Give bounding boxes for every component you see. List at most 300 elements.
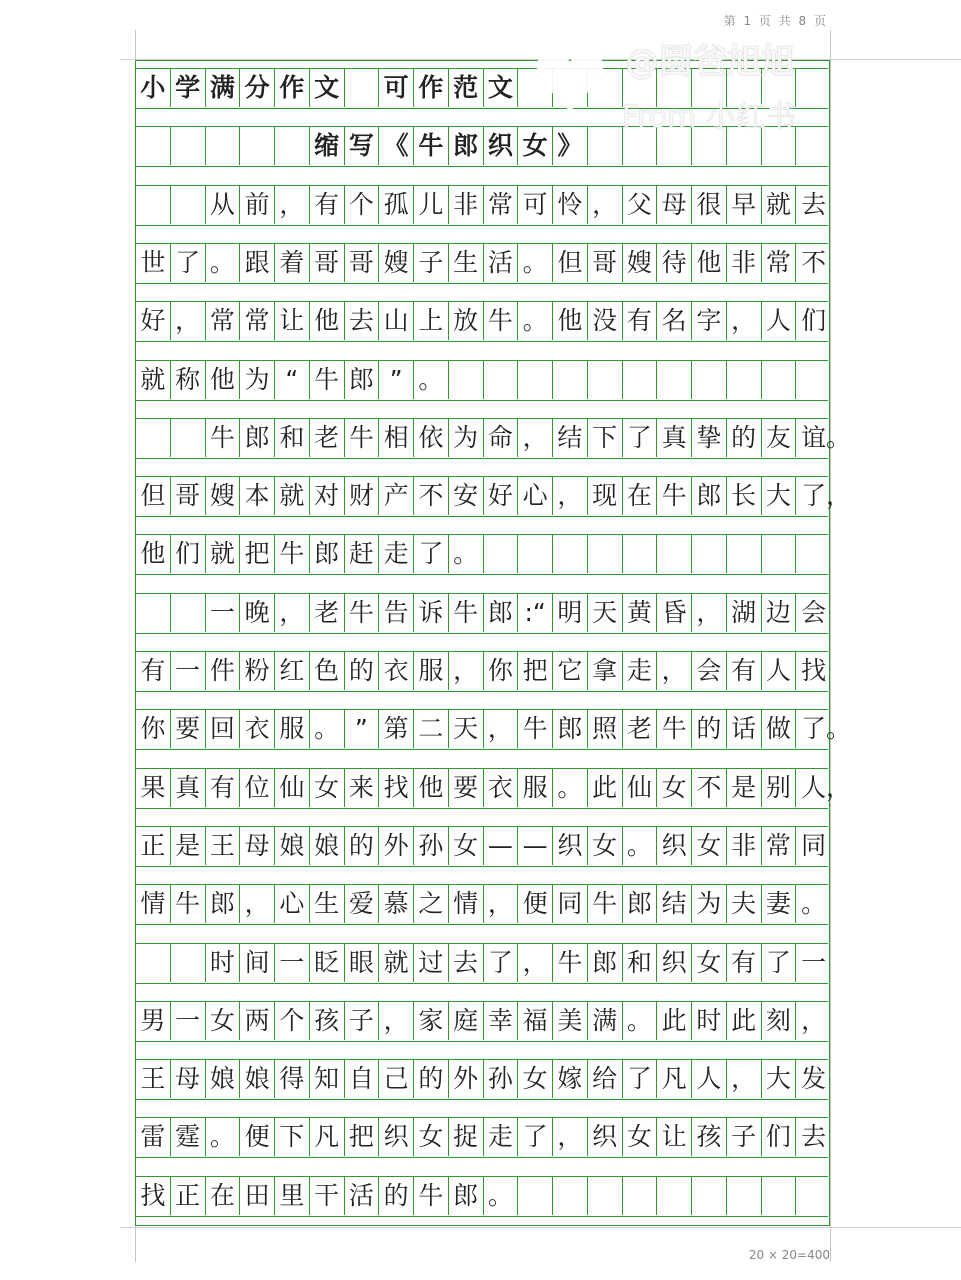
- grid-cell: 名: [657, 302, 692, 340]
- grid-cell: 下: [588, 419, 623, 457]
- grid-cell: 找: [801, 656, 827, 685]
- grid-cell: 》: [553, 127, 588, 165]
- grid-cell: 女: [692, 827, 727, 865]
- grid-cell: 学: [171, 69, 206, 107]
- grid-cell: 去: [801, 189, 827, 219]
- grid-cell: 从: [206, 186, 241, 224]
- grid-cell: 郎: [449, 127, 484, 165]
- grid-cell: 给: [588, 1060, 623, 1098]
- grid-cell: 告: [379, 594, 414, 632]
- grid-cell: 们: [171, 535, 206, 573]
- grid-cell: 了: [518, 1118, 553, 1156]
- grid-cell: 跟: [240, 244, 275, 282]
- grid-cell: [275, 127, 310, 165]
- grid-cell: 郎: [449, 1177, 484, 1215]
- grid-cell: 就: [762, 186, 797, 224]
- grid-cell: [796, 127, 831, 165]
- grid-cell: 照: [588, 710, 623, 748]
- grid-cell: 找: [379, 769, 414, 807]
- grid-cell: 是: [727, 769, 762, 807]
- grid-cell: 美: [553, 1002, 588, 1040]
- grid-cell: 可: [518, 186, 553, 224]
- grid-cell: 本: [240, 477, 275, 515]
- grid-cell: 。: [801, 889, 827, 919]
- grid-cell: 郎: [623, 885, 658, 923]
- grid-cell: ，: [484, 885, 519, 923]
- grid-cell: 有: [206, 769, 241, 807]
- grid-cell: 下: [275, 1118, 310, 1156]
- grid-row: [136, 476, 852, 517]
- grid-cell: 女: [623, 1118, 658, 1156]
- grid-cell: 此: [657, 1002, 692, 1040]
- grid-cell: ”: [345, 710, 380, 748]
- grid-cell: 去: [449, 944, 484, 982]
- grid-cell: 友: [762, 419, 797, 457]
- grid-cell: 山: [379, 302, 414, 340]
- grid-cell: 女: [588, 827, 623, 865]
- grid-cell: 没: [588, 302, 623, 340]
- grid-cell: 凡: [310, 1118, 345, 1156]
- grid-cell: 会: [692, 652, 727, 690]
- grid-cell: ，: [553, 477, 588, 515]
- grid-cell: 挚: [692, 419, 727, 457]
- grid-cell: 常: [206, 302, 241, 340]
- grid-cell: 非: [727, 244, 762, 282]
- grid-cell: 里: [275, 1177, 310, 1215]
- grid-cell: 女: [692, 944, 727, 982]
- grid-cell: 娘: [206, 1060, 241, 1098]
- grid-cell: 两: [240, 1002, 275, 1040]
- grid-cell: “: [275, 361, 310, 399]
- overflow-punctuation: 。: [826, 422, 852, 452]
- grid-cell: 织: [588, 1118, 623, 1156]
- grid-cell: 儿: [414, 186, 449, 224]
- grid-cell: 过: [414, 944, 449, 982]
- grid-cell: 真: [171, 769, 206, 807]
- grid-cell: 的: [345, 652, 380, 690]
- grid-cell: 郎: [484, 594, 519, 632]
- grid-cell: 活: [484, 244, 519, 282]
- grid-cell: 作: [414, 69, 449, 107]
- grid-cell: [240, 127, 275, 165]
- grid-cell: 刻: [762, 1002, 797, 1040]
- grid-cell: [692, 361, 727, 399]
- grid-cell: 二: [414, 710, 449, 748]
- grid-cell: 一: [171, 652, 206, 690]
- grid-cell: 老: [310, 594, 345, 632]
- grid-cell: 谊: [801, 422, 827, 452]
- grid-cell: 粉: [240, 652, 275, 690]
- grid-cell: 牛: [345, 594, 380, 632]
- grid-cell: 母: [240, 827, 275, 865]
- grid-cell: —: [484, 827, 519, 865]
- grid-cell: 果: [136, 769, 171, 807]
- grid-cell: 第: [379, 710, 414, 748]
- grid-cell: [345, 69, 380, 107]
- grid-cell: 的: [379, 1177, 414, 1215]
- grid-cell: 写: [345, 127, 380, 165]
- grid-cell: 有: [310, 186, 345, 224]
- watermark-handle: @圆爸旭旭: [625, 42, 795, 82]
- grid-cell: 郎: [345, 361, 380, 399]
- grid-cell: 有: [623, 302, 658, 340]
- grid-row: [136, 1001, 828, 1042]
- grid-cell: 牛: [518, 710, 553, 748]
- grid-cell: 但: [136, 477, 171, 515]
- grid-cell: 上: [414, 302, 449, 340]
- grid-cell: 你: [136, 710, 171, 748]
- grid-cell: [588, 535, 623, 573]
- grid-cell: 世: [136, 244, 171, 282]
- grid-cell: 同: [553, 885, 588, 923]
- grid-cell: 老: [623, 710, 658, 748]
- grid-cell: 红: [275, 652, 310, 690]
- grid-cell: 郎: [692, 477, 727, 515]
- grid-cell: 嫂: [623, 244, 658, 282]
- grid-cell: 拿: [588, 652, 623, 690]
- grid-cell: 得: [275, 1060, 310, 1098]
- grid-cell: 此: [588, 769, 623, 807]
- grid-cell: 便: [518, 885, 553, 923]
- grid-cell: [553, 361, 588, 399]
- grid-cell: [206, 127, 241, 165]
- grid-cell: 回: [206, 710, 241, 748]
- grid-cell: 的: [727, 419, 762, 457]
- grid-cell: 就: [206, 535, 241, 573]
- grid-cell: 牛: [206, 419, 241, 457]
- grid-row: [136, 593, 828, 634]
- grid-cell: 孙: [484, 1060, 519, 1098]
- grid-cell: 文: [484, 69, 519, 107]
- grid-cell: 个: [345, 186, 380, 224]
- grid-cell: 己: [379, 1060, 414, 1098]
- grid-row: [136, 1117, 828, 1158]
- grid-cell: 安: [449, 477, 484, 515]
- grid-cell: [657, 535, 692, 573]
- grid-cell: [588, 1177, 623, 1215]
- grid-cell: 牛: [657, 710, 692, 748]
- grid-cell: 女: [449, 827, 484, 865]
- grid-cell: [518, 361, 553, 399]
- grid-cell: 湖: [727, 594, 762, 632]
- grid-cell: 眨: [310, 944, 345, 982]
- grid-cell: 牛: [345, 419, 380, 457]
- grid-cell: 让: [657, 1118, 692, 1156]
- grid-cell: 就: [379, 944, 414, 982]
- grid-cell: 牛: [171, 885, 206, 923]
- grid-cell: 常: [240, 302, 275, 340]
- grid-cell: 去: [801, 1122, 827, 1152]
- grid-row: [136, 301, 828, 342]
- grid-cell: ，: [801, 1005, 827, 1035]
- grid-row: [136, 418, 852, 459]
- grid-cell: [796, 69, 831, 107]
- grid-cell: 常: [762, 827, 797, 865]
- grid-cell: 把: [345, 1118, 380, 1156]
- grid-cell: 牛: [414, 1177, 449, 1215]
- grid-cell: 便: [240, 1118, 275, 1156]
- grid-cell: 人: [762, 652, 797, 690]
- overflow-punctuation: ，: [826, 772, 852, 802]
- grid-cell: 昏: [657, 594, 692, 632]
- grid-cell: [727, 535, 762, 573]
- grid-cell: 走: [379, 535, 414, 573]
- grid-cell: 织: [657, 944, 692, 982]
- grid-cell: 在: [623, 477, 658, 515]
- grid-cell: 牛: [484, 302, 519, 340]
- grid-cell: 位: [240, 769, 275, 807]
- grid-cell: 外: [449, 1060, 484, 1098]
- grid-cell: 一: [206, 594, 241, 632]
- grid-cell: 人: [692, 1060, 727, 1098]
- grid-cell: 。: [518, 244, 553, 282]
- grid-cell: 郎: [206, 885, 241, 923]
- grid-row: [136, 826, 828, 867]
- grid-cell: 生: [310, 885, 345, 923]
- grid-cell: 有: [136, 652, 171, 690]
- grid-cell: ，: [657, 652, 692, 690]
- grid-cell: 但: [553, 244, 588, 282]
- grid-cell: 长: [727, 477, 762, 515]
- grid-cell: 天: [449, 710, 484, 748]
- grid-cell: 一: [275, 944, 310, 982]
- grid-row: [136, 768, 852, 809]
- grid-cell: ，: [449, 652, 484, 690]
- grid-cell: 子: [345, 1002, 380, 1040]
- grid-cell: 个: [275, 1002, 310, 1040]
- grid-cell: 放: [449, 302, 484, 340]
- grid-cell: 黄: [623, 594, 658, 632]
- grid-cell: 边: [762, 594, 797, 632]
- grid-cell: 哥: [588, 244, 623, 282]
- grid-cell: 结: [657, 885, 692, 923]
- grid-cell: 好: [136, 302, 171, 340]
- grid-cell: 要: [449, 769, 484, 807]
- grid-cell: [623, 1177, 658, 1215]
- grid-cell: 了: [801, 481, 827, 511]
- grid-cell: 做: [762, 710, 797, 748]
- grid-cell: 产: [379, 477, 414, 515]
- grid-cell: 他: [692, 244, 727, 282]
- grid-cell: ，: [379, 1002, 414, 1040]
- grid-cell: 女: [518, 1060, 553, 1098]
- grid-cell: 雷: [136, 1118, 171, 1156]
- grid-cell: 服: [275, 710, 310, 748]
- grid-cell: 牛: [275, 535, 310, 573]
- grid-cell: 子: [414, 244, 449, 282]
- grid-cell: [762, 535, 797, 573]
- grid-cell: 庭: [449, 1002, 484, 1040]
- grid-cell: 他: [414, 769, 449, 807]
- grid-cell: [657, 361, 692, 399]
- grid-cell: 找: [136, 1177, 171, 1215]
- grid-cell: 情: [449, 885, 484, 923]
- grid-cell: 心: [518, 477, 553, 515]
- grid-cell: 的: [692, 710, 727, 748]
- grid-cell: ，: [518, 419, 553, 457]
- grid-cell: 对: [310, 477, 345, 515]
- grid-cell: 母: [657, 186, 692, 224]
- grid-cell: 前: [240, 186, 275, 224]
- grid-cell: 他: [310, 302, 345, 340]
- grid-cell: 外: [379, 827, 414, 865]
- grid-cell: [171, 419, 206, 457]
- grid-cell: 来: [345, 769, 380, 807]
- grid-cell: [518, 535, 553, 573]
- grid-cell: 会: [801, 597, 827, 627]
- grid-row: [136, 1176, 828, 1217]
- grid-cell: 件: [206, 652, 241, 690]
- grid-cell: 明: [553, 594, 588, 632]
- grid-row: [136, 534, 828, 575]
- grid-cell: 牛: [449, 594, 484, 632]
- grid-cell: 和: [623, 944, 658, 982]
- grid-cell: 自: [345, 1060, 380, 1098]
- grid-cell: 霆: [171, 1118, 206, 1156]
- grid-cell: 缩: [310, 127, 345, 165]
- grid-cell: ，: [518, 944, 553, 982]
- grid-cell: 。: [206, 244, 241, 282]
- grid-cell: 正: [136, 827, 171, 865]
- grid-cell: [171, 127, 206, 165]
- grid-cell: 很: [692, 186, 727, 224]
- grid-cell: 娘: [275, 827, 310, 865]
- grid-cell: 现: [588, 477, 623, 515]
- grid-cell: 。: [414, 361, 449, 399]
- grid-size-label: 20 × 20=400: [748, 1248, 830, 1262]
- grid-cell: [692, 535, 727, 573]
- grid-cell: 衣: [240, 710, 275, 748]
- grid-cell: 他: [206, 361, 241, 399]
- grid-cell: [553, 535, 588, 573]
- grid-cell: [796, 361, 831, 399]
- grid-cell: 诉: [414, 594, 449, 632]
- grid-cell: [136, 944, 171, 982]
- grid-cell: 子: [727, 1118, 762, 1156]
- grid-row: [136, 943, 828, 984]
- grid-cell: 常: [762, 244, 797, 282]
- grid-cell: 哥: [171, 477, 206, 515]
- grid-cell: 的: [414, 1060, 449, 1098]
- grid-cell: 他: [136, 535, 171, 573]
- grid-cell: 郎: [553, 710, 588, 748]
- grid-cell: 常: [484, 186, 519, 224]
- grid-cell: 是: [171, 827, 206, 865]
- grid-cell: ，: [692, 594, 727, 632]
- grid-cell: [136, 186, 171, 224]
- grid-cell: 男: [136, 1002, 171, 1040]
- grid-cell: 晚: [240, 594, 275, 632]
- grid-cell: [796, 535, 831, 573]
- grid-cell: 服: [518, 769, 553, 807]
- grid-cell: 牛: [414, 127, 449, 165]
- grid-cell: 妻: [762, 885, 797, 923]
- grid-cell: 郎: [240, 419, 275, 457]
- grid-cell: 牛: [657, 477, 692, 515]
- grid-cell: 之: [414, 885, 449, 923]
- grid-cell: 凡: [657, 1060, 692, 1098]
- grid-cell: 织: [657, 827, 692, 865]
- grid-cell: 仙: [623, 769, 658, 807]
- grid-cell: 慕: [379, 885, 414, 923]
- grid-cell: 女: [518, 127, 553, 165]
- grid-cell: 为: [692, 885, 727, 923]
- grid-cell: 时: [692, 1002, 727, 1040]
- grid-cell: 老: [310, 419, 345, 457]
- grid-cell: [796, 1177, 831, 1215]
- composition-grid: [135, 60, 852, 1226]
- grid-cell: 织: [553, 827, 588, 865]
- grid-cell: 孙: [414, 827, 449, 865]
- grid-cell: 的: [345, 827, 380, 865]
- grid-cell: ，: [171, 302, 206, 340]
- grid-cell: 服: [414, 652, 449, 690]
- grid-cell: ，: [484, 710, 519, 748]
- grid-cell: 情: [136, 885, 171, 923]
- grid-cell: 田: [240, 1177, 275, 1215]
- grid-cell: ，: [275, 186, 310, 224]
- grid-cell: 。: [623, 1002, 658, 1040]
- grid-cell: 让: [275, 302, 310, 340]
- grid-cell: 父: [623, 186, 658, 224]
- grid-cell: 分: [240, 69, 275, 107]
- grid-cell: [171, 944, 206, 982]
- grid-cell: 结: [553, 419, 588, 457]
- grid-cell: 文: [310, 69, 345, 107]
- grid-cell: [727, 1177, 762, 1215]
- grid-row: [136, 360, 828, 401]
- overflow-punctuation: 。: [826, 714, 852, 744]
- grid-cell: 牛: [588, 885, 623, 923]
- grid-cell: 就: [275, 477, 310, 515]
- grid-cell: 了: [623, 1060, 658, 1098]
- grid-cell: 满: [206, 69, 241, 107]
- grid-cell: 。: [449, 535, 484, 573]
- grid-cell: 娘: [240, 1060, 275, 1098]
- grid-cell: [136, 594, 171, 632]
- grid-cell: 孩: [692, 1118, 727, 1156]
- grid-cell: [762, 361, 797, 399]
- grid-cell: 称: [171, 361, 206, 399]
- grid-cell: 发: [801, 1064, 827, 1094]
- grid-cell: 哥: [345, 244, 380, 282]
- grid-cell: 为: [449, 419, 484, 457]
- grid-cell: [171, 186, 206, 224]
- grid-cell: [588, 127, 623, 165]
- grid-cell: 人: [762, 302, 797, 340]
- grid-cell: 王: [206, 827, 241, 865]
- grid-cell: 干: [310, 1177, 345, 1215]
- grid-row: [136, 651, 828, 692]
- grid-cell: 。: [623, 827, 658, 865]
- grid-cell: 要: [171, 710, 206, 748]
- grid-cell: 知: [310, 1060, 345, 1098]
- grid-cell: 大: [762, 477, 797, 515]
- grid-cell: ，: [553, 1118, 588, 1156]
- grid-cell: ，: [588, 186, 623, 224]
- grid-cell: 女: [414, 1118, 449, 1156]
- grid-cell: 女: [657, 769, 692, 807]
- grid-cell: 把: [240, 535, 275, 573]
- grid-cell: 非: [449, 186, 484, 224]
- grid-cell: 有: [727, 652, 762, 690]
- grid-cell: 不: [692, 769, 727, 807]
- grid-cell: [762, 1177, 797, 1215]
- grid-cell: 们: [801, 306, 827, 336]
- grid-row: [136, 1059, 828, 1100]
- page-margin-bottom: [120, 1227, 961, 1228]
- grid-cell: [692, 1177, 727, 1215]
